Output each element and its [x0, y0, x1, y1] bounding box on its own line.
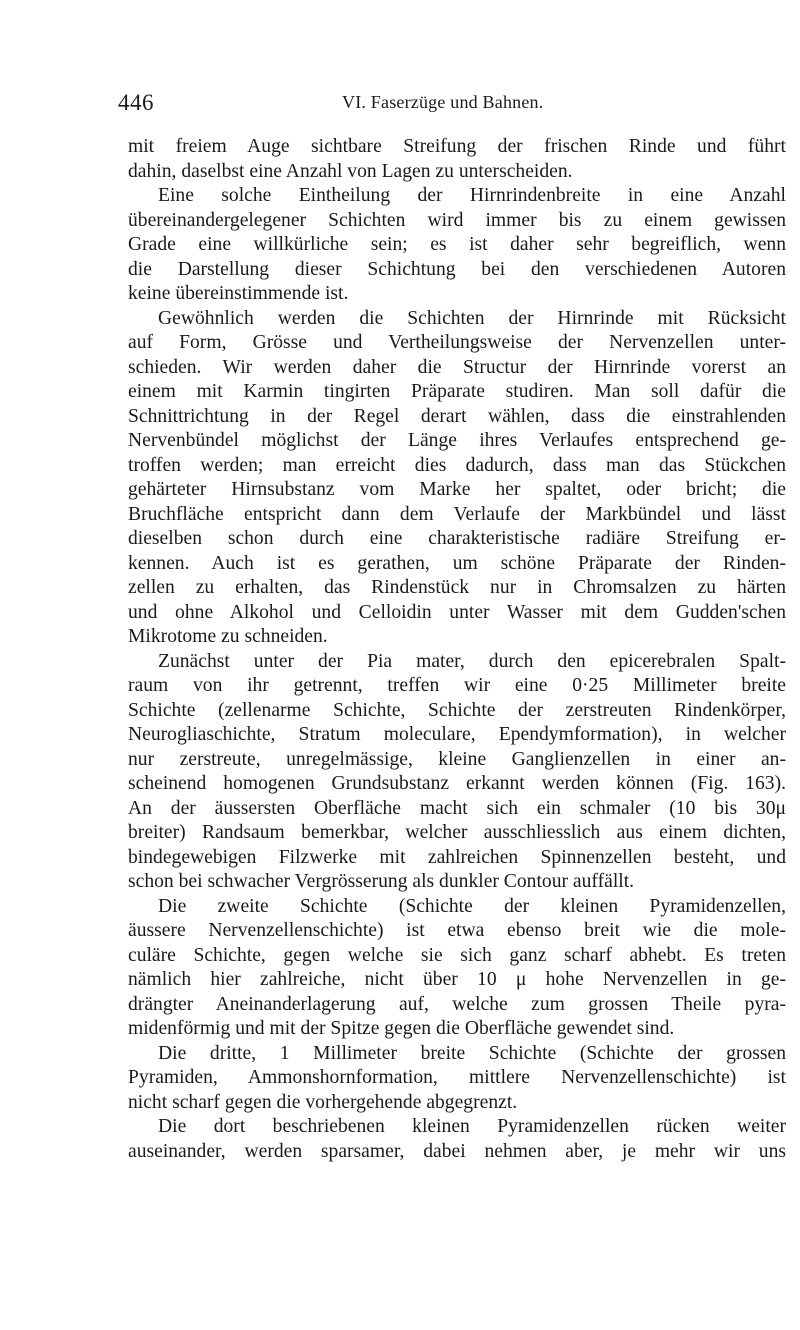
text-line: nur zerstreute, unregelmässige, kleine Ganglienzellen in einer an-	[128, 748, 786, 770]
text-line: Bruchfläche entspricht dann dem Verlaufe der Markbündel und lässt	[128, 503, 786, 525]
page-header	[118, 90, 790, 118]
text-line: gehärteter Hirnsubstanz vom Marke her spaltet, oder bricht; die	[128, 479, 786, 500]
text-line: Schichte (zellenarme Schichte, Schichte der zerstreuten Rindenkörper,	[128, 699, 786, 721]
text-line: An der äussersten Oberfläche macht sich ein schmaler (10 bis 30μ	[128, 797, 786, 819]
text-line: troffen werden; man erreicht dies dadurch, dass man das Stückchen	[128, 454, 786, 476]
text-line: auf Form, Grösse und Vertheilungsweise der Nervenzellen unter-	[128, 332, 786, 353]
text-line: dahin, daselbst eine Anzahl von Lagen zu unterscheiden.	[128, 160, 573, 182]
text-line: Die dort beschriebenen kleinen Pyramidenzellen rücken weiter	[158, 1116, 786, 1137]
text-line: kennen. Auch ist es gerathen, um schöne Präparate der Rinden-	[128, 552, 786, 574]
text-line: die Darstellung dieser Schichtung bei den verschiedenen Autoren	[128, 258, 786, 280]
text-line: mit freiem Auge sichtbare Streifung der frischen Rinde und führt	[128, 136, 786, 157]
body-text	[128, 135, 786, 1164]
text-line: Neurogliaschichte, Stratum moleculare, Ependymformation), in welcher	[128, 724, 786, 745]
page-number: 446	[118, 90, 154, 115]
text-line: Gewöhnlich werden die Schichten der Hirnrinde mit Rücksicht	[158, 307, 786, 329]
text-line: Eine solche Eintheilung der Hirnrindenbreite in eine Anzahl	[158, 185, 786, 206]
text-line: keine übereinstimmende ist.	[128, 283, 349, 304]
text-line: zellen zu erhalten, das Rindenstück nur in Chromsalzen zu härten	[128, 577, 786, 598]
text-line: und ohne Alkohol und Celloidin unter Wasser mit dem Gudden'schen	[128, 601, 786, 623]
text-line: Mikrotome zu schneiden.	[128, 626, 328, 647]
text-line: einem mit Karmin tingirten Präparate studiren. Man soll dafür die	[128, 381, 786, 402]
text-line: schieden. Wir werden daher die Structur der Hirnrinde vorerst an	[128, 356, 786, 378]
text-line: midenförmig und mit der Spitze gegen die Oberfläche gewendet sind.	[128, 1018, 675, 1039]
text-line: breiter) Randsaum bemerkbar, welcher ausschliesslich aus einem dichten,	[128, 822, 786, 843]
text-line: scheinend homogenen Grundsubstanz erkannt werden können (Fig. 163).	[128, 773, 786, 794]
text-line: dieselben schon durch eine charakteristische radiäre Streifung er-	[128, 528, 786, 549]
text-line: schon bei schwacher Vergrösserung als dunkler Contour auffällt.	[128, 871, 635, 892]
text-line: culäre Schichte, gegen welche sie sich ganz scharf abhebt. Es treten	[128, 944, 786, 966]
text-line: nicht scharf gegen die vorhergehende abgegrenzt.	[128, 1091, 518, 1113]
text-line: drängter Aneinanderlagerung auf, welche zum grossen Theile pyra-	[128, 993, 786, 1015]
running-head: VI. Faserzüge und Bahnen.	[342, 92, 544, 112]
text-line: Nervenbündel möglichst der Länge ihres Verlaufes entsprechend ge-	[128, 430, 786, 451]
text-line: übereinandergelegener Schichten wird immer bis zu einem gewissen	[128, 209, 786, 231]
text-line: Zunächst unter der Pia mater, durch den epicerebralen Spalt-	[158, 650, 786, 672]
text-line: Grade eine willkürliche sein; es ist daher sehr begreiflich, wenn	[128, 234, 786, 255]
text-line: Schnittrichtung in der Regel derart wählen, dass die einstrahlenden	[128, 405, 786, 427]
text-line: Die dritte, 1 Millimeter breite Schichte (Schichte der grossen	[158, 1042, 786, 1064]
text-line: Pyramiden, Ammonshornformation, mittlere Nervenzellenschichte) ist	[128, 1067, 786, 1088]
text-line: raum von ihr getrennt, treffen wir eine 0·25 Millimeter breite	[128, 675, 786, 696]
text-line: auseinander, werden sparsamer, dabei nehmen aber, je mehr wir uns	[128, 1140, 786, 1162]
text-line: äussere Nervenzellenschichte) ist etwa ebenso breit wie die mole-	[128, 920, 786, 941]
text-line: Die zweite Schichte (Schichte der kleinen Pyramidenzellen,	[158, 895, 786, 917]
text-line: bindegewebigen Filzwerke mit zahlreichen Spinnenzellen besteht, und	[128, 846, 786, 868]
text-line: nämlich hier zahlreiche, nicht über 10 μ hohe Nervenzellen in ge-	[128, 969, 786, 990]
